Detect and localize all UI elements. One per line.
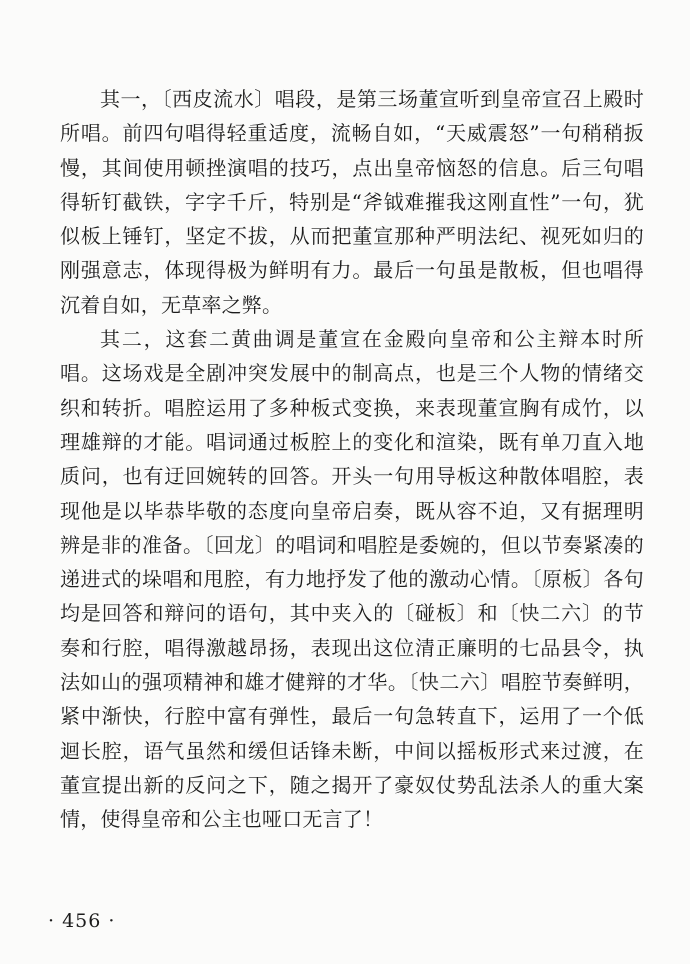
paragraph-1: 其一，〔西皮流水〕唱段，是第三场董宣听到皇帝宣召上殿时所唱。前四句唱得轻重适度，流畅自如，“天威震怒”一句稍稍扳慢，其间使用顿挫演唱的技巧，点出皇帝恼怒的信息。后三句唱得斩钉截铁，字字千斤，特别是“斧钺难摧我这刚直性”一句，犹似板上锤钉，坚定不拔，从而把董宣那种严明法纪、视死如归的刚强意志，体现得极为鲜明有力。最后一句虽是散板，但也唱得沉着自如，无草率之弊。 — [60, 87, 644, 317]
body-text — [60, 82, 644, 837]
paragraph-2: 其二，这套二黄曲调是董宣在金殿向皇帝和公主辩本时所唱。这场戏是全剧冲突发展中的制高点，也是三个人物的情绪交织和转折。唱腔运用了多种板式变换，来表现董宣胸有成竹，以理雄辩的才能。唱词通过板腔上的变化和渲染，既有单刀直入地质问，也有迂回婉转的回答。开头一句用导板这种散体唱腔，表现他是以毕恭毕敬的态度向皇帝启奏，既从容不迫，又有据理明辨是非的准备。〔回龙〕的唱词和唱腔是委婉的，但以节奏紧凑的递进式的垛唱和甩腔，有力地抒发了他的激动心情。〔原板〕各句均是回答和辩问的语句，其中夹入的〔碰板〕和〔快二六〕的节奏和行腔，唱得激越昂扬，表现出这位清正廉明的七品县令，执法如山的强项精神和雄才健辩的才华。〔快二六〕唱腔节奏鲜明，紧中渐快，行腔中富有弹性，最后一句急转直下，运用了一个低迴长腔，语气虽然和缓但话锋未断，中间以摇板形式来过渡，在董宣提出新的反问之下，随之揭开了豪奴仗势乱法杀人的重大案情，使得皇帝和公主也哑口无言了！ — [60, 327, 644, 832]
page-number: · 456 · — [48, 910, 116, 932]
